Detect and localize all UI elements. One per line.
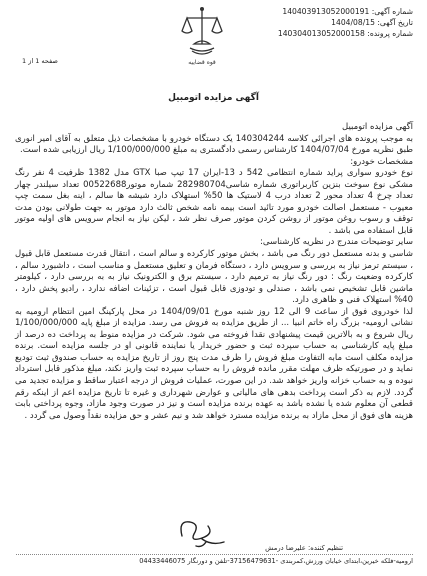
expert-notes-text: شاسی و بدنه مستعمل دور رنگ می باشد ، بخش موتور کارکرده و سالم است ، انتقال قدرت مستعمل قابل قبول ، سیستم ترمز نیاز به بررسی و سرویس دارد ، دستگاه فرمان و تعلیق مستعمل و مناسب است ، داشبورد سالم ، کارکرده وضعیت رنگ : دور رنگ نیاز به ترمیم دارد ، سیستم برق و الکترونیک نیاز به به بررسی دارد ، کیلومتر ماشین قابل تشخیص نمی باشد ، صندلی و تودوزی قابل قبول است ، تزئینات اضافه ندارد ، رادیو پخش دارد ، 40% استهلاک فنی و ظاهری دارد. bbox=[15, 249, 413, 306]
notice-title: آگهی مزایده اتومبیل bbox=[168, 93, 259, 103]
ad-date-row bbox=[278, 17, 413, 28]
vehicle-spec-text: نوع خودرو سواری پراید شماره انتظامی 542 د 13-ایران 17 تیپ صبا GTX مدل 1382 ظرفیت 4 نفر رنگ مشکی نوع سوخت بنزین کاربراتوری شماره شاسی282980704 شماره موتور00522688 تعداد سیلندر چهار تعداد چرخ 4 تعداد محور 2 تعداد درب 4 لاستیک ها 50% استهلاک دارد شیشه ها سالم ، اینه بغل سمت چپ معیوب - مستعمل اصالت خودرو مورد تائید است بیمه نامه شخص ثالث دارد موتور به جهت طولانی بودن مدت توقف و رسوب روغن موتور از روشن کردن موتور صرف نظر شد ، لیکن نیاز به انجام سرویس های اولیه موتور قابل استفاده می باشد . bbox=[15, 168, 414, 236]
footer-address: ارومیه-فلکه خیرین،ابتدای خیابان ورزش،کمربندی -37156479631-تلفن و دورنگار 04433446075 bbox=[139, 557, 413, 565]
body-heading: آگهی مزایده اتومبیل bbox=[342, 122, 413, 132]
ad-number: 140403913052000191 bbox=[282, 7, 370, 16]
body-intro: به موجب پرونده های اجرائی کلاسه 140304244 یک دستگاه خودرو با مشخصات ذیل متعلق به آقای امیر انوری طبق نظریه مورخ 1404/07/04 کارشناس رسمی دادگستری به مبلغ 1/100/000/000 ریال ارزیابی شده است. bbox=[15, 133, 413, 156]
auction-terms-text: لذا خودروی فوق از ساعت 9 الی 12 روز شنبه مورخ 1404/09/01 در محل پارکینگ امین انتظام ارومیه به نشانی ارومیه- بزرگ راه خاتم انبیا ... از طریق مزایده به فروش می رسد. مزایده از مبلغ پایه 1/100/000/000 ریال شروع و به بالاترین قیمت پیشنهادی نقدا فروخته می شود. شرکت در مزایده منوط به پرداخت ده درصد از مبلغ پایه کارشناسی به حساب سپرده ثبت و حضور خریدار یا نماینده قانونی او در جلسه مزایده است. برنده مزایده مکلف است مابه التفاوت مبلغ فروش را ظرف مدت پنج روز از تاریخ مزایده به حساب صندوق ثبت تودیع نماید و در صورتیکه ظرف مهلت مقرر مانده فروش را به حساب سپرده ثبت واریز نکند، مبلغ مذکور قابل استرداد نبوده و به حساب خزانه واریز خواهد شد. در این صورت، عملیات فروش از درجه اعتبار ساقط و مزایده تجدید می گردد. لازم به ذکر است پرداخت بدهی های مالیاتی و عوارض شهرداری و غیره تا تاریخ مزایده اعم از اینکه رقم قطعی آن معلوم شده یا نشده باشد به عهده برنده مزایده است و نیز در صورت وجود مازاد، وجوه پرداختی بابت هزینه های فوق از محل مازاد به برنده مزایده مسترد خواهد شد و نیم عشر و حق مزایده نقداً وصول می گردد . bbox=[15, 306, 413, 421]
judiciary-emblem-icon bbox=[178, 4, 226, 66]
expert-notes-heading: سایر توضیحات مندرج در نظریه کارشناسی: bbox=[260, 237, 413, 248]
footer-divider bbox=[16, 554, 413, 555]
ad-number-row bbox=[278, 6, 413, 17]
case-number-label: شماره پرونده: bbox=[367, 29, 413, 38]
vehicle-spec-heading: مشخصات خودرو: bbox=[350, 156, 413, 167]
case-number-row bbox=[278, 28, 413, 39]
emblem-caption: قوه قضاییه bbox=[188, 59, 216, 66]
ad-number-label: شماره آگهی: bbox=[371, 7, 413, 16]
notice-body bbox=[15, 122, 413, 422]
ad-meta bbox=[278, 6, 413, 39]
case-number: 140304013052000158 bbox=[277, 29, 365, 38]
ad-date: 1404/08/15 bbox=[331, 18, 375, 27]
page-number: صفحه 1 از 1 bbox=[22, 57, 58, 65]
footer bbox=[16, 544, 413, 565]
writer-name: تنظیم کننده: علیرضا درمش bbox=[265, 544, 343, 552]
ad-date-label: تاریخ آگهی: bbox=[377, 18, 413, 27]
